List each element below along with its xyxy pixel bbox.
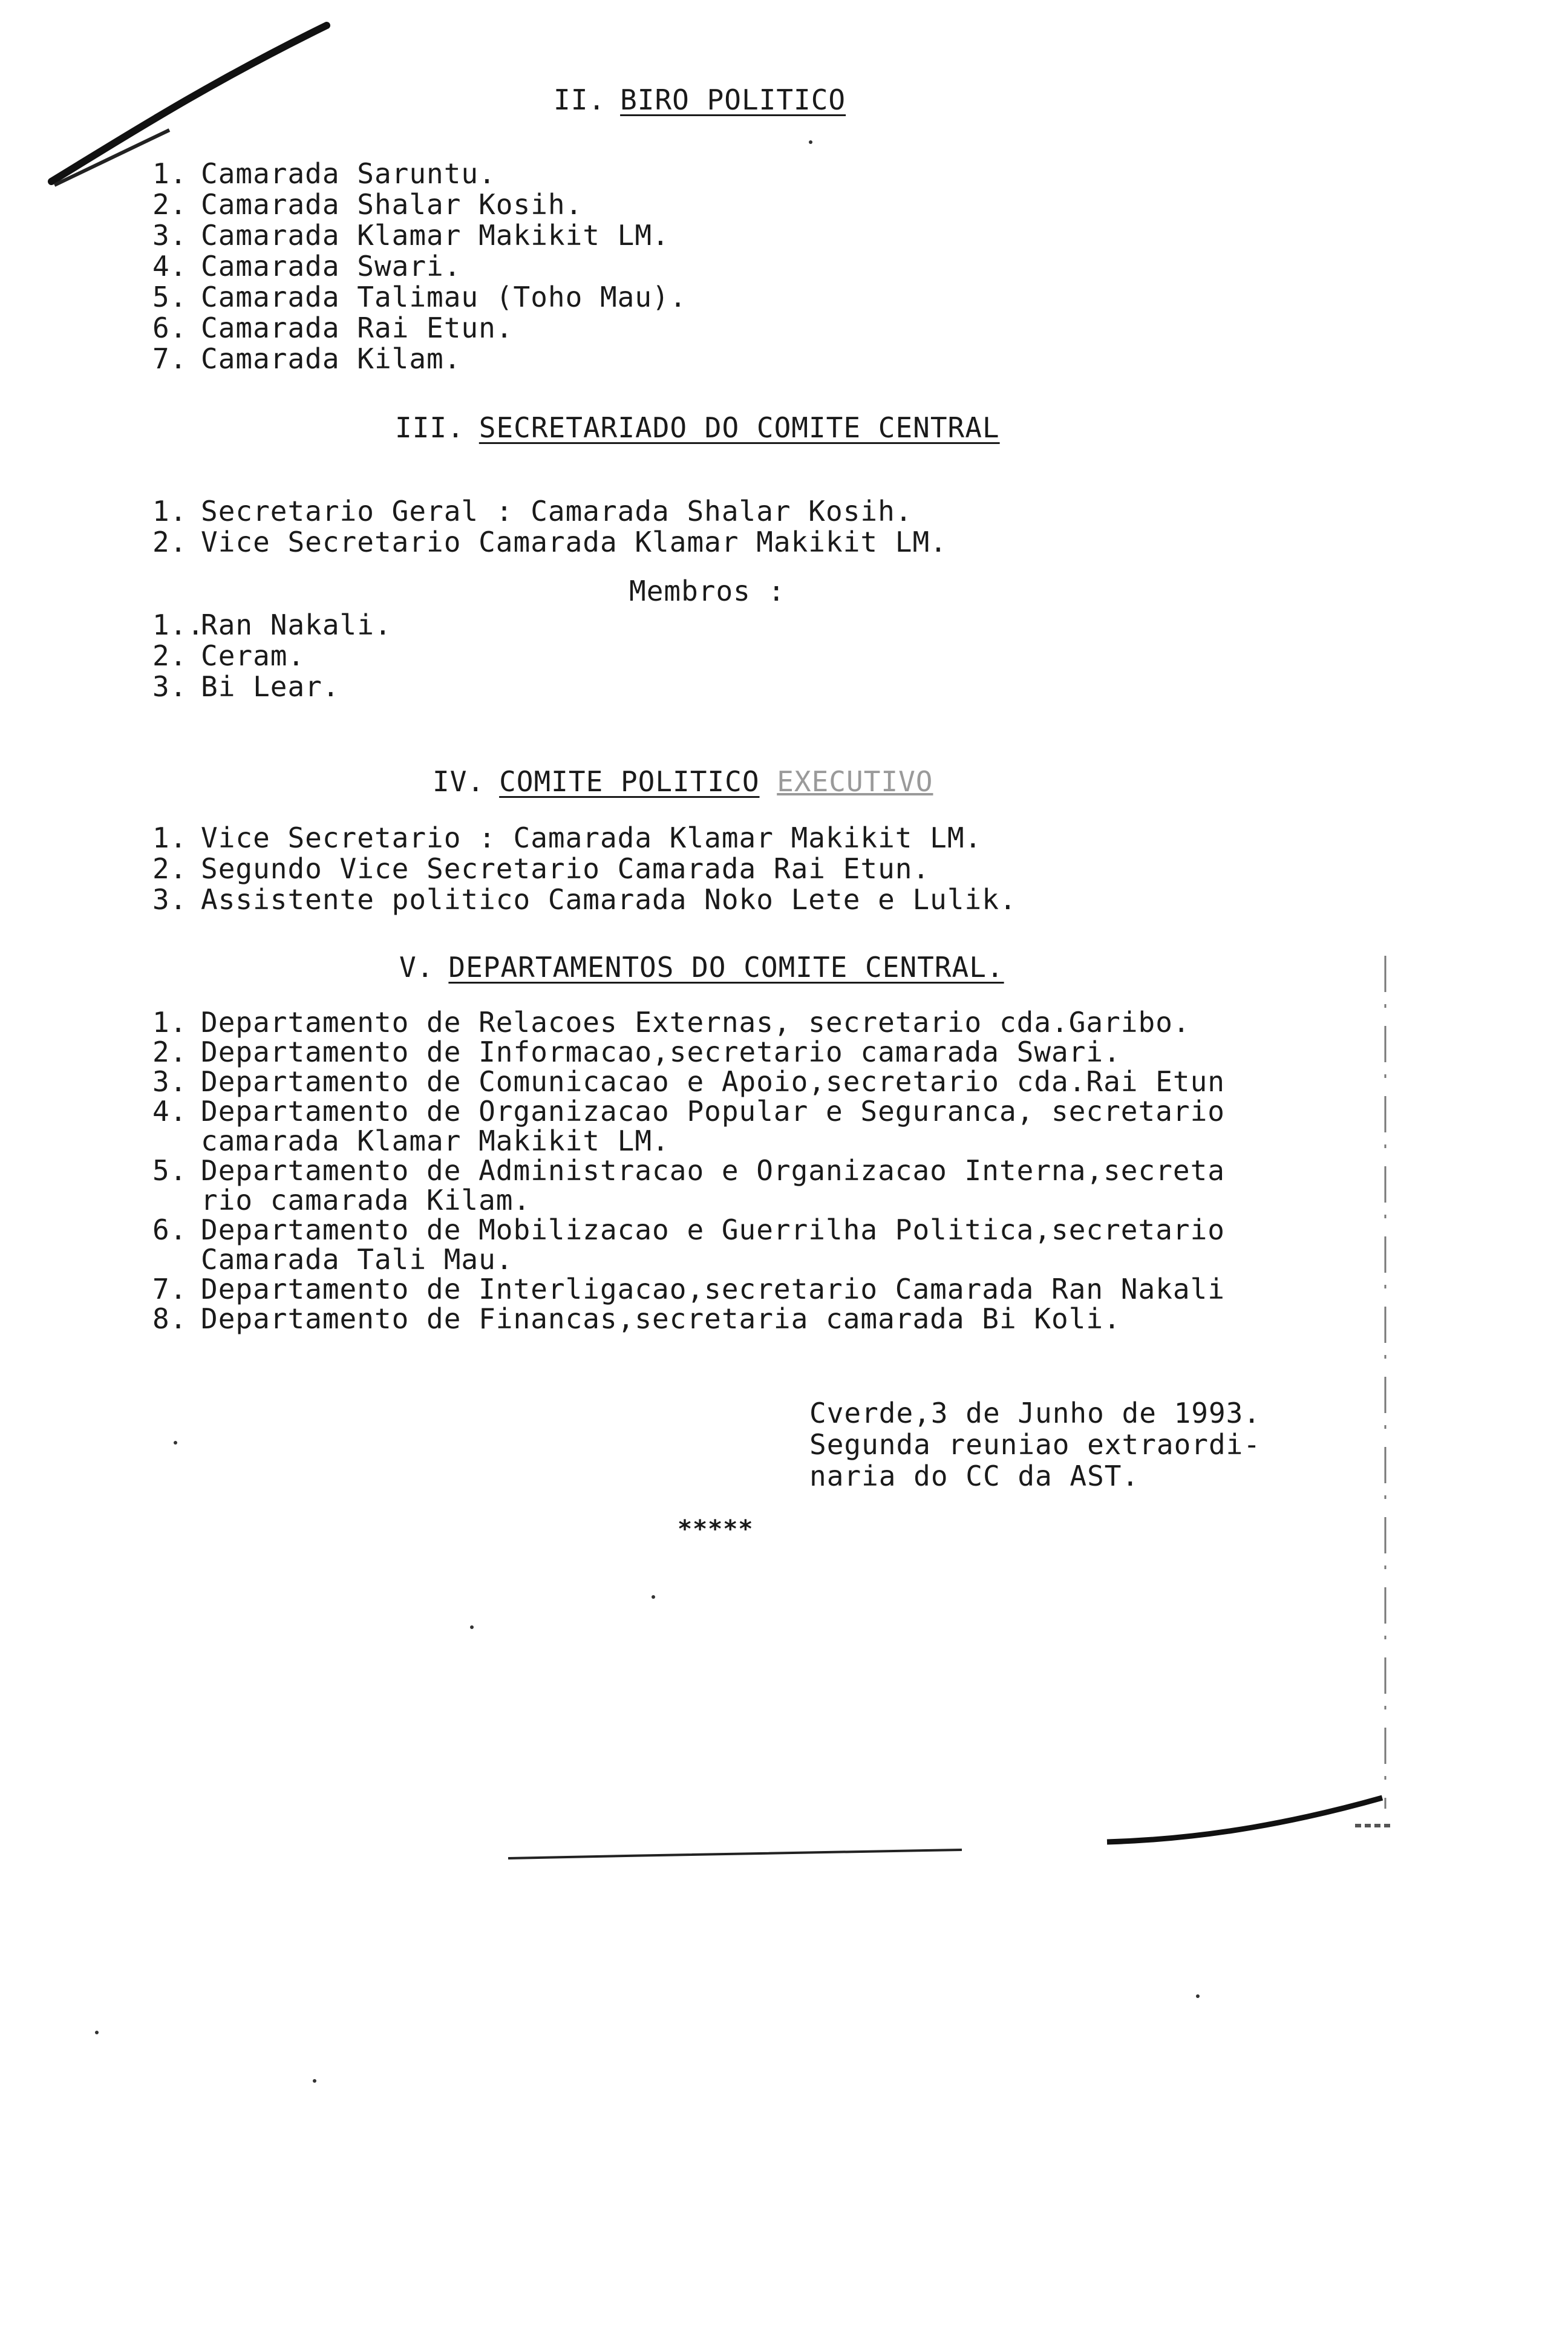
list-item: 2. Segundo Vice Secretario Camarada Rai Etun. — [152, 852, 930, 885]
section-title: COMITE POLITICO — [499, 765, 760, 798]
list-item: 2. Departamento de Informacao,secretario camarada Swari. — [152, 1036, 1121, 1068]
signature-block — [809, 1397, 1261, 1492]
list-item: 3. Departamento de Comunicacao e Apoio,secretario cda.Rai Etun — [152, 1065, 1225, 1098]
list-item: 7. Departamento de Interligacao,secretario Camarada Ran Nakali — [152, 1273, 1225, 1305]
section-title-faded: EXECUTIVO — [777, 765, 933, 798]
list-item: 3. Bi Lear. — [152, 670, 340, 703]
list-item: 8. Departamento de Financas,secretaria camarada Bi Koli. — [152, 1302, 1121, 1335]
section-heading-comite — [433, 765, 933, 798]
list-item: 1.. Ran Nakali. — [152, 609, 392, 641]
list-item: 4. Camarada Swari. — [152, 250, 462, 282]
list-item: 2. Ceram. — [152, 639, 305, 672]
list-item: 4. Departamento de Organizacao Popular e Seguranca, secretario camarada Klamar Makikit LM. — [152, 1095, 1225, 1157]
list-item: 1. Departamento de Relacoes Externas, secretario cda.Garibo. — [152, 1006, 1191, 1039]
list-item: 3. Camarada Klamar Makikit LM. — [152, 219, 670, 252]
signature-line: Segunda reuniao extraordi- — [809, 1428, 1261, 1461]
list-item: 6. Departamento de Mobilizacao e Guerrilha Politica,secretario Camarada Tali Mau. — [152, 1213, 1225, 1276]
list-item: 5. Camarada Talimau (Toho Mau). — [152, 281, 687, 313]
list-item: 7. Camarada Kilam. — [152, 342, 462, 375]
comite-list — [152, 823, 1017, 915]
signature-line: naria do CC da AST. — [809, 1460, 1140, 1492]
section-number: IV. — [433, 765, 485, 798]
list-item: 1. Vice Secretario : Camarada Klamar Makikit LM. — [152, 821, 982, 854]
signature-line: Cverde,3 de Junho de 1993. — [809, 1397, 1261, 1429]
list-item: 6. Camarada Rai Etun. — [152, 312, 514, 344]
biro-list — [152, 158, 687, 374]
section-title: SECRETARIADO DO COMITE CENTRAL — [479, 411, 1000, 444]
section-number: II. — [554, 83, 606, 116]
end-stars: ***** — [678, 1515, 754, 1543]
section-title: BIRO POLITICO — [620, 83, 846, 116]
departamentos-list — [152, 1008, 1225, 1334]
section-number: III. — [395, 411, 465, 444]
secretariado-list — [152, 496, 947, 558]
section-number: V. — [399, 951, 434, 984]
membros-list — [152, 610, 392, 702]
list-item: 3. Assistente politico Camarada Noko Lete e Lulik. — [152, 883, 1017, 916]
list-item: 1. Secretario Geral : Camarada Shalar Kosih. — [152, 495, 913, 527]
list-item: 1. Camarada Saruntu. — [152, 157, 496, 190]
section-heading-departamentos — [399, 951, 1004, 984]
section-heading-secretariado — [395, 411, 1000, 444]
list-item: 2. Vice Secretario Camarada Klamar Makikit LM. — [152, 526, 947, 558]
list-item: 5. Departamento de Administracao e Organizacao Interna,secreta rio camarada Kilam. — [152, 1154, 1225, 1216]
section-heading-biro — [554, 83, 846, 116]
list-item: 2. Camarada Shalar Kosih. — [152, 188, 583, 221]
membros-label: Membros : — [629, 575, 786, 607]
section-title: DEPARTAMENTOS DO COMITE CENTRAL. — [448, 951, 1004, 984]
